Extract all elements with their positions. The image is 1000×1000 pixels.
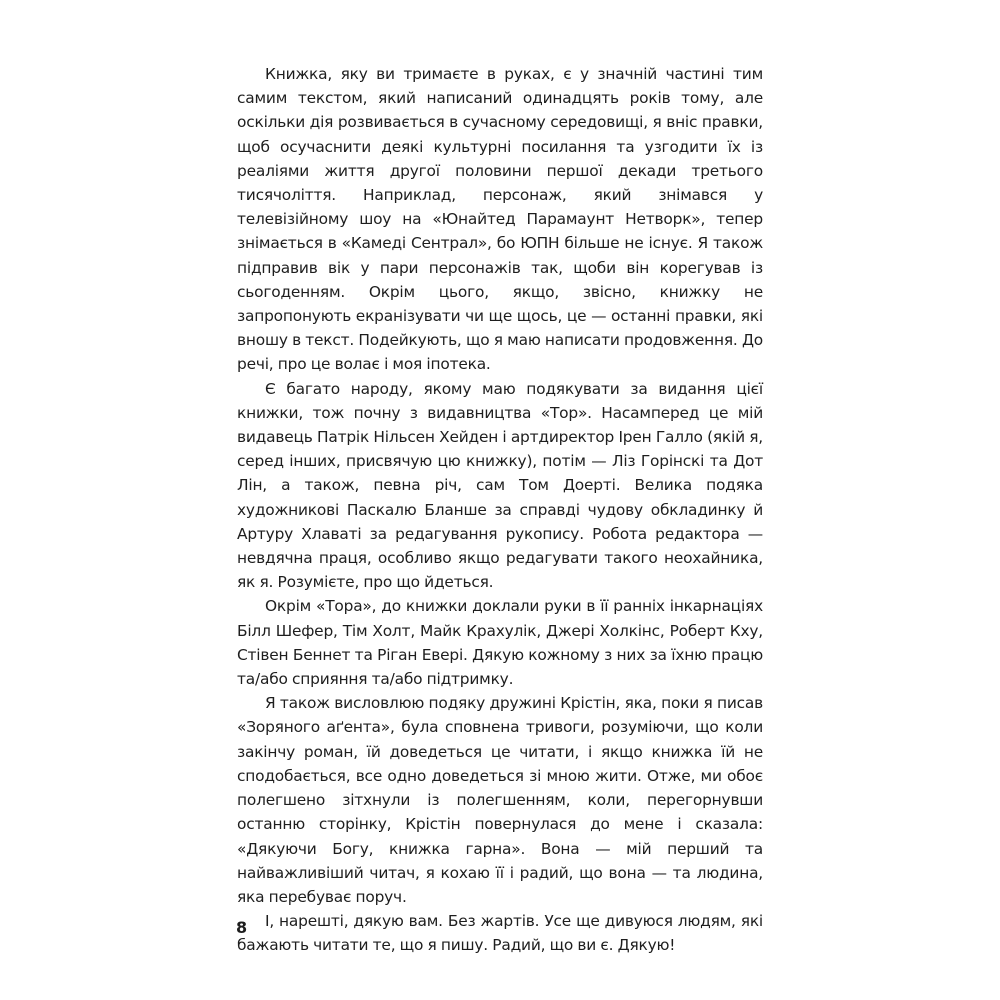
page-body-text — [237, 62, 763, 958]
paragraph-reader-thanks: І, нарешті, дякую вам. Без жартів. Усе ще дивуюся людям, які бажають читати те, що я пишу. Радий, що ви є. Дякую! — [237, 912, 763, 955]
paragraph-revision-note: Книжка, яку ви тримаєте в руках, є у значній частині тим самим текстом, який написаний одинадцять років тому, але оскільки дія розвивається в сучасному середовищі, я вніс правки, щоб осучаснити деякі культурні посилання та узгодити їх із реаліями життя другої половини першої декади третього тисячоліття. Наприклад, персонаж, який знімався у телевізійному шоу на «Юнайтед Парамаунт Нетворк», тепер знімається в «Камеді Сентрал», бо ЮПН більше не існує. Я також підправив вік у пари персонажів так, щоби він корегував із сьогоденням. Окрім цього, якщо, звісно, книжку не запропонують екранізувати чи ще щось, це — останні правки, які вношу в текст. Подейкують, що я маю написати продовження. До речі, про це волає і моя іпотека. — [237, 65, 763, 374]
paragraph-wife-thanks: Я також висловлюю подяку дружині Крістін, яка, поки я писав «Зоряного аґента», була сповнена тривоги, розуміючи, що коли закінчу роман, їй доведеться це читати, і якщо книжка їй не сподобається, все одно доведеться зі мною жити. Отже, ми обоє полегшено зітхнули із полегшенням, коли, перегорнувши останню сторінку, Крістін повернулася до мене і сказала: «Дякуючи Богу, книжка гарна». Вона — мій перший та найважливіший читач, я кохаю її і радий, що вона — та людина, яка перебуває поруч. — [237, 694, 763, 906]
page-number: 8 — [236, 918, 248, 937]
paragraph-publisher-thanks: Є багато народу, якому маю подякувати за видання цієї книжки, тож почну з видавництва «Тор». Насамперед це мій видавець Патрік Нільсен Хейден і артдиректор Ірен Галло (якій я, серед інших, присвячую цю книжку), потім — Ліз Горінскі та Дот Лін, а також, певна річ, сам Том Доерті. Велика подяка художникові Паскалю Бланше за справді чудову обкладинку й Артуру Хлаваті за редагування рукопису. Робота редактора — невдячна праця, особливо якщо редагувати такого неохайника, як я. Розумієте, про що йдеться. — [237, 379, 763, 592]
paragraph-early-helpers-thanks: Окрім «Тора», до книжки доклали руки в її ранніх інкарнаціях Білл Шефер, Тім Холт, Майк Крахулік, Джері Холкінс, Роберт Кху, Стівен Беннет та Ріган Евері. Дякую кожному з них за їхню працю та/або сприяння та/або підтримку. — [237, 597, 763, 689]
